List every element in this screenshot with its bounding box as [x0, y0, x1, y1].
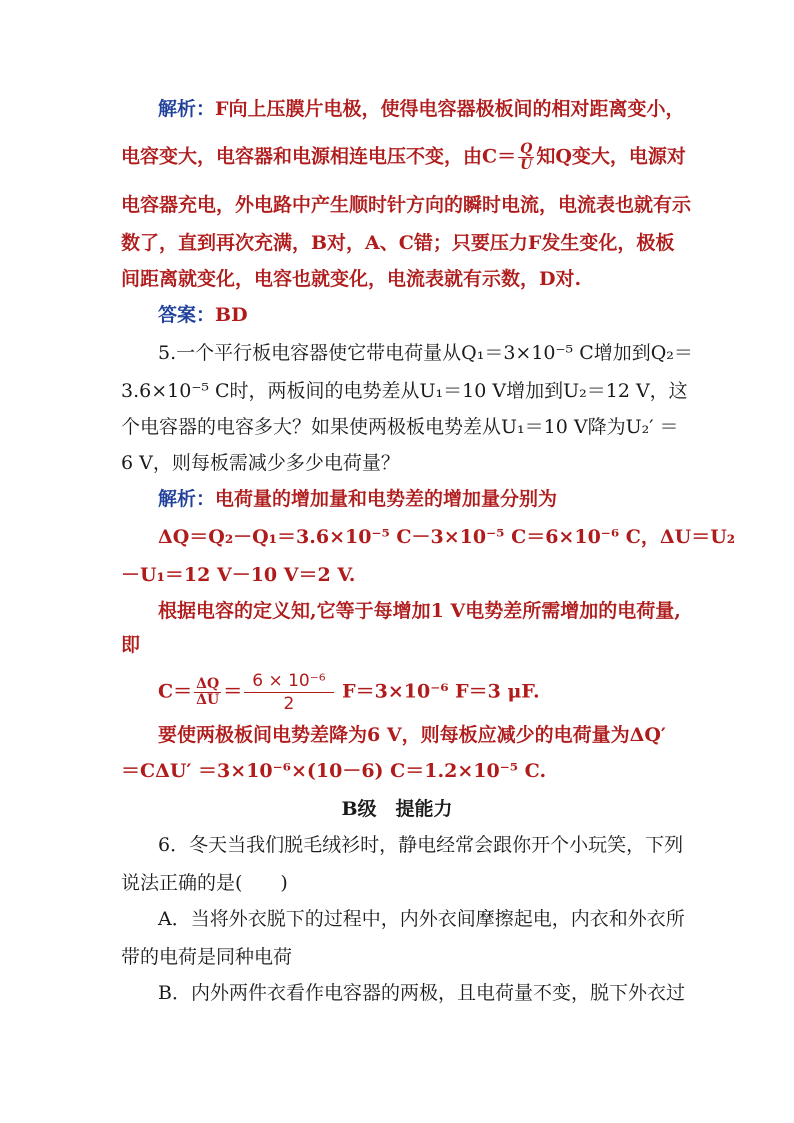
analysis-label: 解析：: [158, 488, 216, 510]
q5-line4: 6 V，则每板需减少多少电荷量？: [121, 452, 400, 474]
analysis2-line4: 根据电容的定义知,它等于每增加1 V电势差所需增加的电荷量,: [158, 600, 681, 622]
q6-option-b-line1: B．内外两件衣看作电容器的两极，且电荷量不变，脱下外衣过: [158, 982, 685, 1004]
analysis2-line5: 即: [121, 634, 141, 656]
analysis1-line2: 电容变大，电容器和电源相连电压不变，由C＝ $\frac{Q}{U}$ 知Q变大，电源对: [121, 141, 686, 173]
q6-line2: 说法正确的是( ): [121, 872, 288, 894]
q5-line2: 3.6×10⁻⁵ C时，两板间的电势差从U₁＝10 V增加到U₂＝12 V，这: [121, 380, 688, 402]
answer1-line: [158, 302, 248, 328]
analysis2-formula: C＝ $\frac{\Delta Q}{\Delta U}$ ＝ $\frac{\text{6 × 10⁻⁶}}{2}$ F＝3×10⁻⁶ F＝3 μF.: [158, 671, 540, 714]
section-heading: B级 提能力: [341, 798, 453, 820]
fraction-value: $\frac{\text{6 × 10⁻⁶}}{2}$: [244, 670, 333, 715]
q5-line3: 个电容器的电容多大？如果使两极板电势差从U₁＝10 V降为U₂′ ＝: [121, 416, 679, 438]
answer-label: 答案：: [158, 304, 216, 326]
analysis1-line3: 电容器充电，外电路中产生顺时针方向的瞬时电流，电流表也就有示: [121, 194, 692, 216]
fraction-dq-over-du: $\frac{\Delta Q}{\Delta U}$: [196, 676, 220, 708]
analysis1-line1: 解析：F向上压膜片电极，使得电容器极板间的相对距离变小，: [158, 98, 685, 120]
answer-value: BD: [215, 304, 248, 326]
q6-option-a-line2: 带的电荷是同种电荷: [121, 946, 293, 968]
q6-line1: 6．冬天当我们脱毛绒衫时，静电经常会跟你开个小玩笑，下列: [158, 834, 684, 856]
q5-line1: 5.一个平行板电容器使它带电荷量从Q₁＝3×10⁻⁵ C增加到Q₂＝: [158, 342, 693, 364]
analysis1-line4: 数了，直到再次充满，B对，A、C错；只要压力F发生变化，极板: [121, 232, 675, 254]
analysis2-line2: ΔQ＝Q₂－Q₁＝3.6×10⁻⁵ C－3×10⁻⁵ C＝6×10⁻⁶ C，ΔU＝U₂: [158, 526, 736, 548]
analysis1-line5: 间距离就变化，电容也就变化，电流表就有示数，D对.: [121, 268, 582, 290]
analysis2-line3: －U₁＝12 V－10 V＝2 V.: [121, 564, 356, 586]
fraction-q-over-u: $\frac{Q}{U}$: [520, 141, 533, 173]
q6-option-a-line1: A．当将外衣脱下的过程中，内外衣间摩擦起电，内衣和外衣所: [158, 908, 685, 930]
analysis2-line6: 要使两极板间电势差降为6 V，则每板应减少的电荷量为ΔQ′: [158, 724, 666, 746]
analysis-label: 解析：: [158, 98, 216, 120]
analysis2-line1: 解析：电荷量的增加量和电势差的增加量分别为: [158, 488, 558, 510]
analysis2-line7: ＝CΔU′ ＝3×10⁻⁶×(10－6) C＝1.2×10⁻⁵ C.: [121, 760, 547, 782]
